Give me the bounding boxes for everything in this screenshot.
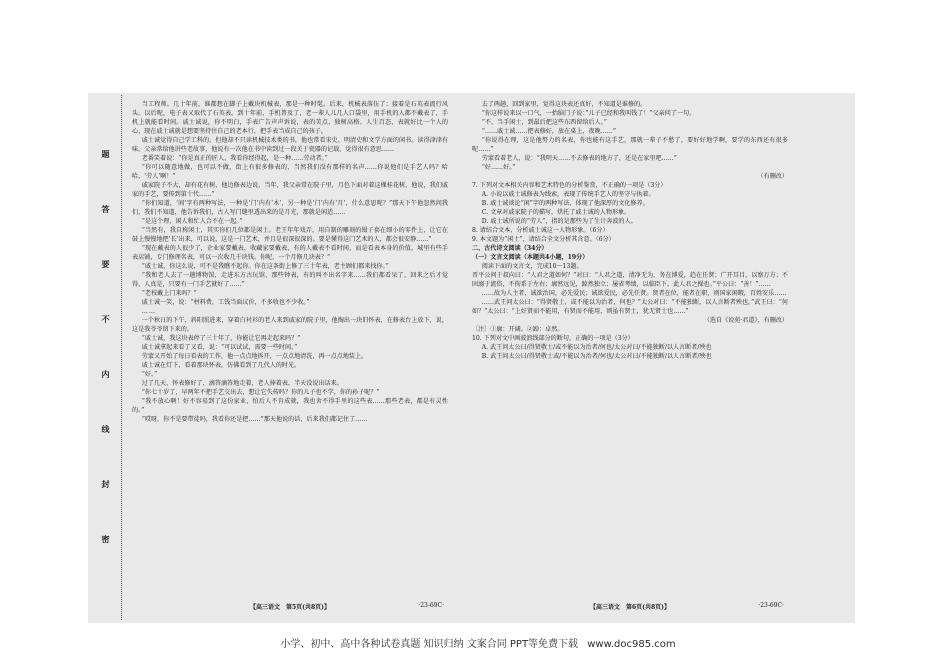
text-paragraph: 戚士诚拿起来看了又看，说：“可以试试，需要一些时间。” xyxy=(141,344,298,351)
text-paragraph: “现在戴表的人很少了，企业家要戴表，收藏家要戴表，有的人戴表不看时间，而是看表本身的价值。城里有些手表店铺，专门修理名表，可以一次收几千块钱。你呢，一个月修几块表？” xyxy=(132,245,448,261)
text-paragraph: “我和老人去了一趟博物馆，走进东方古玩馆，那些钟表，有的叫不出名字来……我们都看呆了，回来之后才觉得，人真是，只要有一门手艺就好了……” xyxy=(132,272,448,288)
text-paragraph: …… xyxy=(141,308,156,315)
binding-label: 线 xyxy=(101,425,110,433)
text-paragraph: 〔注〕①廓：开阔。②踔：卓然。 xyxy=(472,326,564,333)
text-paragraph: 当工程师。几十年前，谁都想在脚子上戴块机械表，那是一种时髦。后来，机械表落伍了；接着是石英表流行风头。以后呢，电子表又取代了石英表。到十年前，手机普及了，老一辈人儿几人口袋里，用手机的人都不戴表了，手机上就能看时间。戚士诚说，你不明白，手表广告声声诉说，表的美点，独树高格。人生百态，表就好比一个人的心，现在戚士诚就是想要坚持住自己的老本行，把手表当成自己的孩子， xyxy=(132,101,448,135)
text-paragraph: 阅读下面的文言文，完成10～13题。 xyxy=(481,263,583,270)
text-paragraph: 老番笑着说：“你是真正的匠人，我看你经得起，是一种……劳动者。” xyxy=(141,155,328,162)
binding-label: 封 xyxy=(101,480,110,488)
text-paragraph: “我不放心啊！好不容易到了这份家业，怕后人不肯成就，我也舍不得手里的这些表……那些老表，都是有灵性的。” xyxy=(132,398,448,414)
footer-code: ·23-69C· xyxy=(758,602,784,609)
text-paragraph: 戚士诚一笑，说：“材料费，工钱当面议价，不多收也不少收。” xyxy=(141,299,310,306)
binding-label: 内 xyxy=(101,370,110,378)
question-item: 晋平公问于叔向曰：“人君之道如何？”对曰：“人君之道，清净无为，务在博爱，趋在任贤；广开耳目，以察万方；不固溺于流俗，不拘系于左右；廓然远见，踔然独立；屡省考绩，以临臣下。此人君之操也。”平公曰：“善！”…… xyxy=(472,272,788,288)
binding-margin xyxy=(96,150,110,590)
text-paragraph: ……武王问太公曰：“得贤敬士，或不能以为治者，何也？”太公对曰：“不能独断，以人言断者殃也。”武王曰：“何如？”太公曰：“上好贤而不能用，有贤而不能用，则虽有贤士，犹无贤士也……” xyxy=(472,299,788,315)
text-paragraph: 劳蒙看着老人，说：“我明天……不去修表的地方了，还是在家里吧……” xyxy=(481,155,677,162)
binding-label: 答 xyxy=(101,205,110,213)
text-paragraph: 戚士诚觉得自己学工科的，但他却不只读机械技术类的书，他也常看宋史、明清史和文学方面的闲书。读得津津有味。父亲常给他讲些老故事，他说有一次他在书中读到过一段关于瓷器的记载，觉得很有意思…… xyxy=(132,137,448,153)
exam-page-5 xyxy=(132,100,448,605)
footer-label: 【高三语文 第5页(共8页)】 xyxy=(249,604,331,611)
text-paragraph: “戚士诚，你这么说，可不是我瞧不起你。你在这条街上修了三十年表，老主顾们都来找你。” xyxy=(141,263,389,270)
text-paragraph: 过了几天，怀表修好了，滴答滴答地走着，老人捧着表，半天没说出话来。 xyxy=(141,380,343,387)
text-paragraph: “你七十岁了，早两年不把手艺交出去，想让它失传吗？你的儿子也不学，你的孙子呢？” xyxy=(141,389,380,396)
footer-code: ·23-69C· xyxy=(418,602,444,609)
answer-option: A. 武王问太公曰/得贤敬士/或不能以为治者/何也/太公对曰/不能独断/以人言断者/殃也 xyxy=(481,344,712,351)
text-paragraph: （有删改） xyxy=(757,173,788,180)
text-paragraph: “好……好。” xyxy=(481,164,516,171)
text-paragraph: “老枝戴上门来吗？” xyxy=(141,290,197,297)
question-item: 7. 下列对文本相关内容和艺术特色的分析鉴赏，不正确的一项是（3分） xyxy=(472,182,667,189)
text-paragraph: 戚家院子不大，却有花有树，他边修表边说，当年，我父亲常在院子里，月色下面对着这棵桂花树，他说，我们戚家的手艺，要传到第十代……” xyxy=(132,182,448,198)
text-paragraph: “你可以随意地做，也可以不做，街上有很多修表的，当然我们没有那样的名声……你说他们是手艺人吗？哈哈，‘劳人’啊！” xyxy=(132,164,448,180)
binding-label: 不 xyxy=(101,315,110,323)
text-paragraph: 二、古代诗文阅读（34分） xyxy=(472,245,548,252)
page-footer-5 xyxy=(132,602,448,614)
exam-page-6 xyxy=(472,100,788,605)
text-paragraph: 劳蒙又开始了每日看表的工作，他一点点地拆开，一点点地清洗，再一点点地装上。 xyxy=(141,353,368,360)
watermark-url[interactable]: www.doc985.com xyxy=(587,639,676,650)
text-paragraph: “是这个理，闲人和忙人合不在一起。” xyxy=(141,218,243,225)
text-paragraph: “你这样说来以一口气，一抬脑门子说：”儿子已经和我叫钱了！”父亲问了一句。 xyxy=(481,110,696,117)
download-watermark xyxy=(0,635,950,650)
page-footer-6 xyxy=(472,602,788,614)
answer-option: B. 武王问太公曰/得贤敬士或/不能以为治者/何也/太公对曰/不能独断/以人言断者/殃也 xyxy=(481,353,712,360)
watermark-text: 小学、初中、高中各种试卷真题 知识归纳 文案合同 PPT等免费下载 xyxy=(280,639,579,650)
answer-option: B. 戚士诚谈论“闲”字的两种写法，体现了他深厚的文化修养。 xyxy=(481,200,649,207)
binding-label: 密 xyxy=(101,535,110,543)
binding-label: 要 xyxy=(101,260,110,268)
text-paragraph: “哎呀，你不是要带徒吗，我看你还是把……”那天他说的话，后来我们都记住了…… xyxy=(141,416,368,423)
text-paragraph: “……戚士诚……把表修好，放在桌上，夜晚……” xyxy=(481,128,616,135)
seal-line xyxy=(121,95,122,620)
text-paragraph: 戚士诚在灯下，看着那块怀表，仿佛看到了几代人的时光。 xyxy=(141,362,301,369)
text-paragraph: “当然有，我自称闲士，其实你们几位都是闲士。老王年年戏弄，用自制的雕刻的镊子套在细小的零件上，让它在鼓上慢慢地把‘长’出来，可以说，这是一门艺术，并且是很深很深的。要是懂得这门艺术的人，都会很安静……” xyxy=(132,227,448,243)
text-paragraph: “你们知道，‘间’字有两种写法，一种是‘门’内有‘木’，另一种是‘门’内有‘月’，什么意思呢？”那天下午他忽然问我们，我们不知道，他告诉我们，古人写门缝里透出来的是月光，那就是闲适…… xyxy=(132,200,448,216)
text-paragraph: 去了两趟，回到家里，觉得这块表还真好，不知道是谁修的。 xyxy=(481,101,647,108)
question-item: 8. 请结合文本，分析戚士诚这一人物形象。（6分） xyxy=(472,227,609,234)
question-item: 9. 本文题为“闲士”，请结合全文分析其含意。（6分） xyxy=(472,236,615,243)
answer-option: C. 文章对戚家院子的描写，烘托了戚士诚的人物形象。 xyxy=(481,209,631,216)
binding-label: 题 xyxy=(101,150,110,158)
text-paragraph: “你说得在理，这是他努力的名表，你也能有这手艺，那就一辈子不愁了，要好好地学啊，要学的东西还有很多呢……” xyxy=(472,137,788,153)
text-paragraph: （选自《说苑·君道》，有删改） xyxy=(703,317,788,324)
text-paragraph: （一）文言文阅读（本题共4小题，19分） xyxy=(472,254,589,261)
answer-option: D. 戚士诚所说的“劳人”，指的是那些为了生计奔波的人。 xyxy=(481,218,637,225)
answer-option: A. 小说以戚士诚修表为线索，表现了传统手艺人的坚守与执着。 xyxy=(481,191,655,198)
footer-label: 【高三语文 第6页(共8页)】 xyxy=(589,604,671,611)
text-paragraph: “戚士诚，我这块表停了三十年了，你能让它再走起来吗？” xyxy=(141,335,301,342)
text-paragraph: ……故为人主者，诚欲治国，必先爱民；诚欲爱民，必先任贤。贤者在位，能者在职，则国家闲暇，百姓安乐…… xyxy=(481,290,787,297)
text-paragraph: 一个秋日的下午，斜阳照进来，穿着白衬衫的老人来到戚家的院子里，他掏出一块旧怀表，在修表台上放下，说，这是我爷爷留下来的。 xyxy=(132,317,448,333)
question-item: 10. 下列对文中画波浪线部分的断句，正确的一项是（3分） xyxy=(472,335,634,342)
text-paragraph: “好。” xyxy=(141,371,158,378)
text-paragraph: “不，当手闲士，到最后把这些东西留给后人。” xyxy=(481,119,607,126)
